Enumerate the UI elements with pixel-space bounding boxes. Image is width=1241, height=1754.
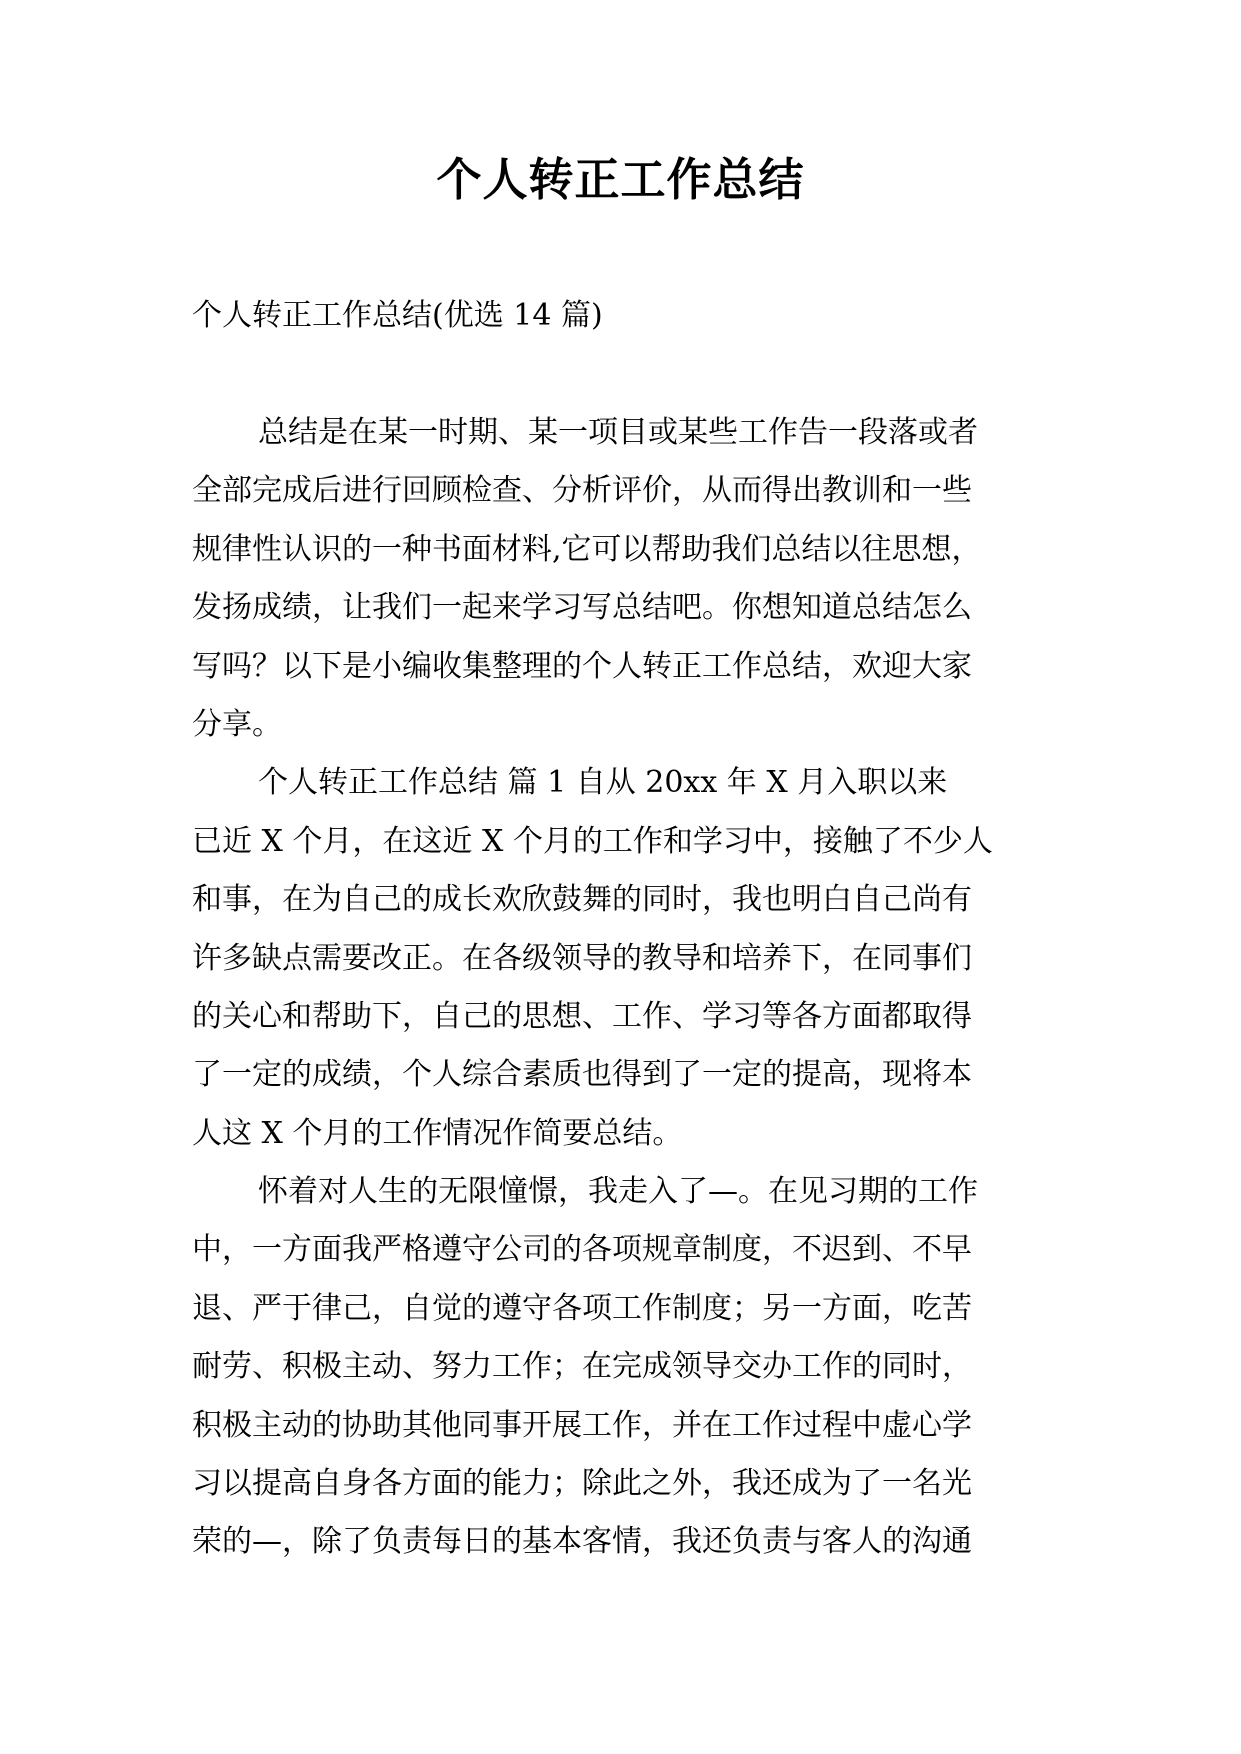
text-line: 积极主动的协助其他同事开展工作，并在工作过程中虚心学 — [192, 1407, 972, 1443]
text-line: 中，一方面我严格遵守公司的各项规章制度，不迟到、不早 — [192, 1232, 972, 1268]
text-line: 写吗？以下是小编收集整理的个人转正工作总结，欢迎大家 — [192, 648, 972, 684]
text-line: 分享。 — [192, 706, 282, 742]
text-line: 退、严于律己，自觉的遵守各项工作制度；另一方面，吃苦 — [192, 1290, 972, 1326]
text-line: 个人转正工作总结 篇 1 自从 20xx 年 X 月入职以来 — [258, 765, 948, 801]
text-line: 了一定的成绩，个人综合素质也得到了一定的提高，现将本 — [192, 1057, 972, 1093]
document-body — [192, 413, 1052, 1581]
text-line: 发扬成绩，让我们一起来学习写总结吧。你想知道总结怎么 — [192, 590, 972, 626]
text-line: 已近 X 个月，在这近 X 个月的工作和学习中，接触了不少人 — [192, 823, 993, 859]
text-line: 的关心和帮助下，自己的思想、工作、学习等各方面都取得 — [192, 998, 972, 1034]
document-subtitle: 个人转正工作总结(优选 14 篇) — [192, 298, 603, 333]
text-line: 总结是在某一时期、某一项目或某些工作告一段落或者 — [258, 415, 978, 450]
text-line: 和事，在为自己的成长欢欣鼓舞的同时，我也明白自己尚有 — [192, 882, 972, 918]
text-line: 习以提高自身各方面的能力；除此之外，我还成为了一名光 — [192, 1466, 972, 1502]
text-line: 规律性认识的一种书面材料,它可以帮助我们总结以往思想， — [192, 531, 982, 567]
text-line: 全部完成后进行回顾检查、分析评价，从而得出教训和一些 — [192, 473, 972, 509]
text-line: 荣的—，除了负责每日的基本客情，我还负责与客人的沟通 — [192, 1524, 972, 1560]
document-title: 个人转正工作总结 — [436, 153, 805, 206]
text-line: 人这 X 个月的工作情况作简要总结。 — [192, 1115, 683, 1151]
text-line: 许多缺点需要改正。在各级领导的教导和培养下，在同事们 — [192, 940, 972, 976]
text-line: 耐劳、积极主动、努力工作；在完成领导交办工作的同时， — [192, 1349, 972, 1385]
text-line: 怀着对人生的无限憧憬，我走入了—。在见习期的工作 — [258, 1174, 978, 1210]
